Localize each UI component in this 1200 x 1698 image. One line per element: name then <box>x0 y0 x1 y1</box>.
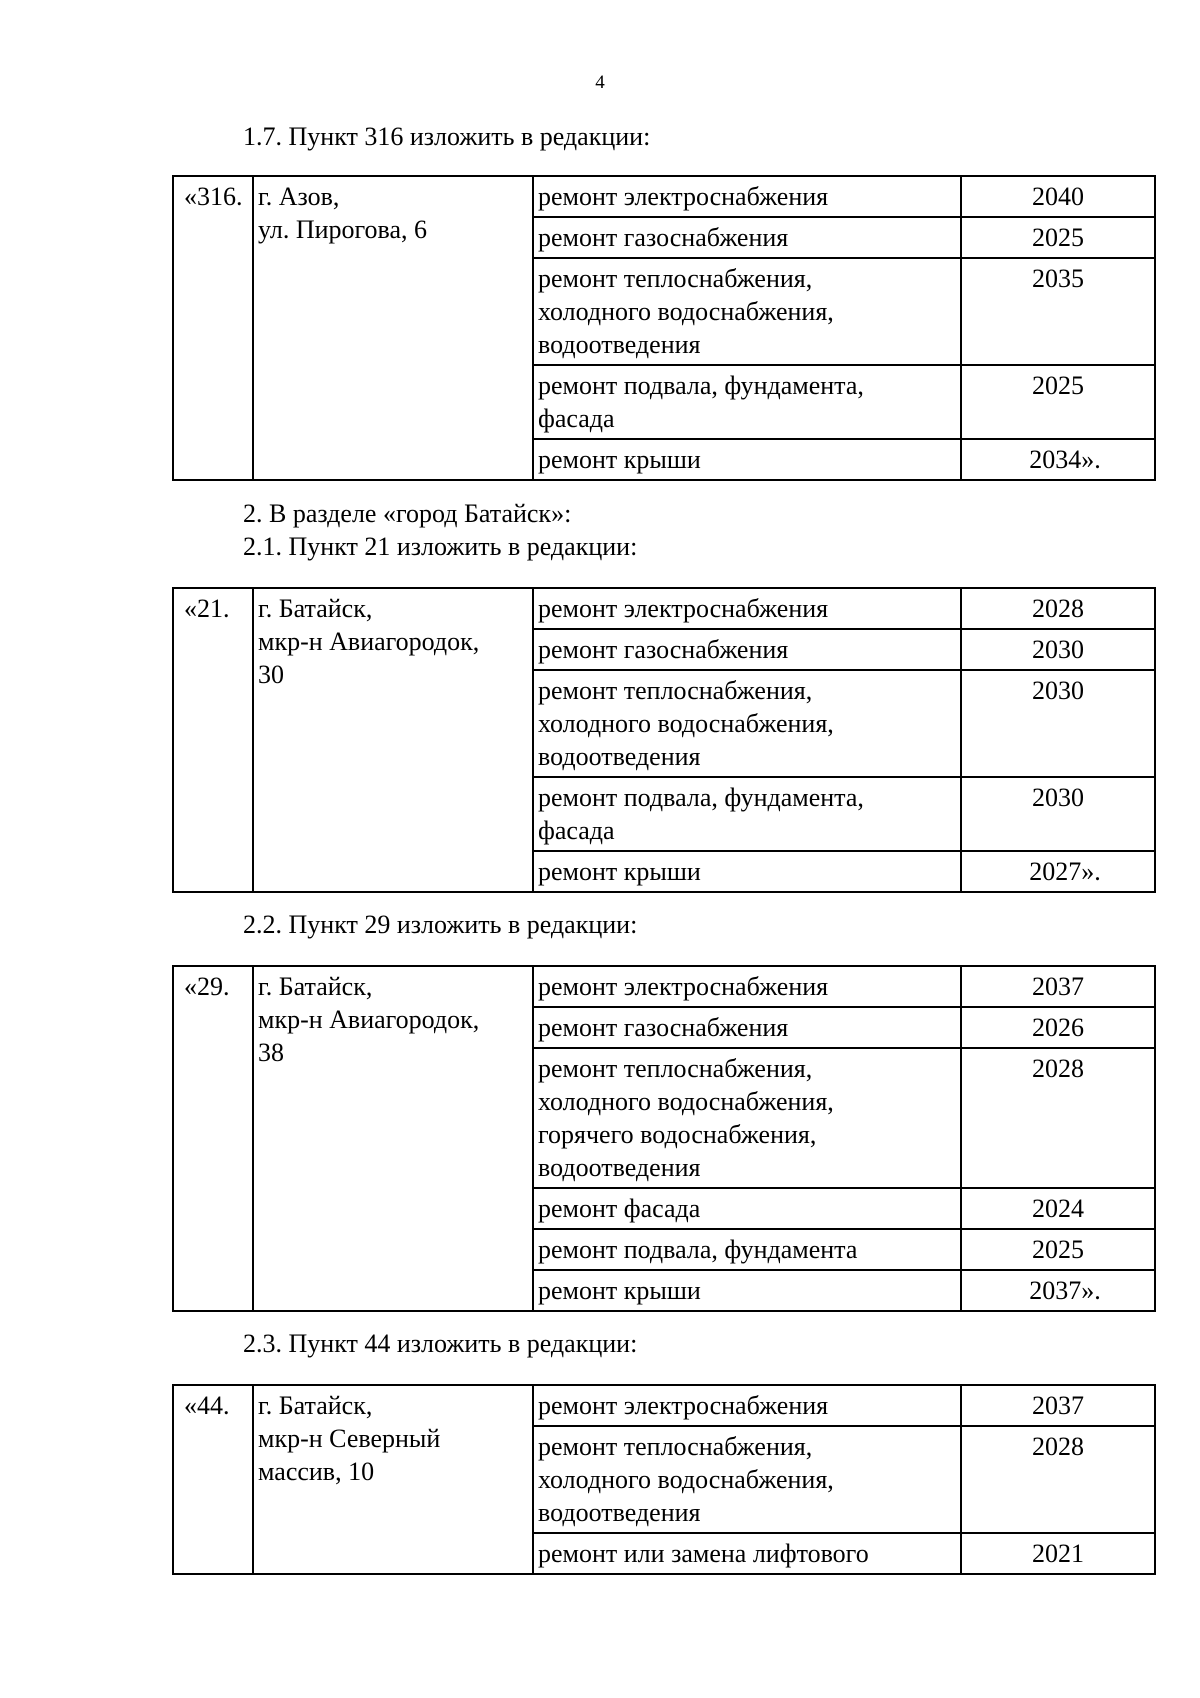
address-cell <box>253 176 533 480</box>
table-row <box>173 966 1155 1007</box>
work-line: горячего водоснабжения, <box>538 1120 817 1149</box>
repair-table-29 <box>172 965 1156 1312</box>
page-number: 4 <box>595 72 605 93</box>
section-heading: 2.3. Пункт 44 изложить в редакции: <box>243 1329 638 1358</box>
year-value: 2034». <box>1029 445 1101 474</box>
year-cell: 2030 <box>961 777 1155 851</box>
work-cell <box>533 1385 961 1426</box>
repair-table-21 <box>172 587 1156 893</box>
address-cell <box>253 588 533 892</box>
section-heading: 2. В разделе «город Батайск»: <box>243 499 572 528</box>
work-cell <box>533 217 961 258</box>
work-line: ремонт теплоснабжения, <box>538 1054 813 1083</box>
work-line: ремонт подвала, фундамента, <box>538 371 864 400</box>
work-line: холодного водоснабжения, <box>538 1087 834 1116</box>
year-cell: 2025 <box>961 217 1155 258</box>
work-line: водоотведения <box>538 1153 701 1182</box>
work-line: водоотведения <box>538 330 701 359</box>
work-line: ремонт крыши <box>538 857 701 886</box>
work-line: фасада <box>538 816 615 845</box>
address-line: г. Батайск, <box>258 594 373 623</box>
work-cell <box>533 851 961 892</box>
work-line: ремонт газоснабжения <box>538 1013 789 1042</box>
year-cell: 2035 <box>961 258 1155 365</box>
section-heading: 1.7. Пункт 316 изложить в редакции: <box>243 122 651 151</box>
year-cell: 2024 <box>961 1188 1155 1229</box>
work-line: водоотведения <box>538 742 701 771</box>
work-line: водоотведения <box>538 1498 701 1527</box>
work-line: ремонт электроснабжения <box>538 182 829 211</box>
work-line: ремонт фасада <box>538 1194 701 1223</box>
address-line: ул. Пирогова, 6 <box>258 215 428 244</box>
work-cell <box>533 1188 961 1229</box>
table-row <box>173 588 1155 629</box>
item-number: «21. <box>173 588 253 892</box>
repair-table-44 <box>172 1384 1156 1575</box>
work-line: холодного водоснабжения, <box>538 1465 834 1494</box>
work-cell <box>533 777 961 851</box>
work-line: холодного водоснабжения, <box>538 709 834 738</box>
year-cell <box>961 851 1155 892</box>
work-line: ремонт электроснабжения <box>538 972 829 1001</box>
section-heading: 2.1. Пункт 21 изложить в редакции: <box>243 532 638 561</box>
year-cell: 2026 <box>961 1007 1155 1048</box>
year-cell: 2037 <box>961 1385 1155 1426</box>
work-cell <box>533 629 961 670</box>
year-cell <box>961 1270 1155 1311</box>
year-cell: 2037 <box>961 966 1155 1007</box>
item-number: «44. <box>173 1385 253 1574</box>
work-line: ремонт электроснабжения <box>538 1391 829 1420</box>
year-cell: 2030 <box>961 629 1155 670</box>
year-cell: 2025 <box>961 1229 1155 1270</box>
work-cell <box>533 365 961 439</box>
work-line: ремонт газоснабжения <box>538 635 789 664</box>
item-number: «316. <box>173 176 253 480</box>
address-line: мкр-н Авиагородок, <box>258 1005 480 1034</box>
work-cell <box>533 176 961 217</box>
address-line: г. Батайск, <box>258 1391 373 1420</box>
work-cell <box>533 588 961 629</box>
work-line: ремонт крыши <box>538 1276 701 1305</box>
year-cell: 2025 <box>961 365 1155 439</box>
address-line: мкр-н Северный <box>258 1424 441 1453</box>
year-cell: 2040 <box>961 176 1155 217</box>
work-line: фасада <box>538 404 615 433</box>
work-line: ремонт крыши <box>538 445 701 474</box>
address-cell <box>253 1385 533 1574</box>
work-cell <box>533 1229 961 1270</box>
work-cell <box>533 966 961 1007</box>
work-line: ремонт теплоснабжения, <box>538 1432 813 1461</box>
table-row <box>173 176 1155 217</box>
year-value: 2027». <box>1029 857 1101 886</box>
work-cell <box>533 1426 961 1533</box>
address-line: 30 <box>258 660 284 689</box>
table-row <box>173 1385 1155 1426</box>
section-heading: 2.2. Пункт 29 изложить в редакции: <box>243 910 638 939</box>
year-cell: 2028 <box>961 588 1155 629</box>
work-cell <box>533 1533 961 1574</box>
work-line: ремонт теплоснабжения, <box>538 676 813 705</box>
work-line: ремонт газоснабжения <box>538 223 789 252</box>
work-line: ремонт подвала, фундамента <box>538 1235 858 1264</box>
work-line: ремонт подвала, фундамента, <box>538 783 864 812</box>
address-line: 38 <box>258 1038 284 1067</box>
work-cell <box>533 1270 961 1311</box>
work-cell <box>533 439 961 480</box>
year-cell: 2028 <box>961 1048 1155 1188</box>
year-cell: 2021 <box>961 1533 1155 1574</box>
address-cell <box>253 966 533 1311</box>
address-line: г. Азов, <box>258 182 340 211</box>
work-line: холодного водоснабжения, <box>538 297 834 326</box>
work-cell <box>533 670 961 777</box>
work-line: ремонт электроснабжения <box>538 594 829 623</box>
repair-table-316 <box>172 175 1156 481</box>
work-cell <box>533 1048 961 1188</box>
work-cell <box>533 258 961 365</box>
work-line: ремонт или замена лифтового <box>538 1539 869 1568</box>
year-cell <box>961 439 1155 480</box>
address-line: г. Батайск, <box>258 972 373 1001</box>
address-line: массив, 10 <box>258 1457 375 1486</box>
year-cell: 2028 <box>961 1426 1155 1533</box>
year-value: 2037». <box>1029 1276 1101 1305</box>
year-cell: 2030 <box>961 670 1155 777</box>
address-line: мкр-н Авиагородок, <box>258 627 480 656</box>
work-line: ремонт теплоснабжения, <box>538 264 813 293</box>
work-cell <box>533 1007 961 1048</box>
item-number: «29. <box>173 966 253 1311</box>
